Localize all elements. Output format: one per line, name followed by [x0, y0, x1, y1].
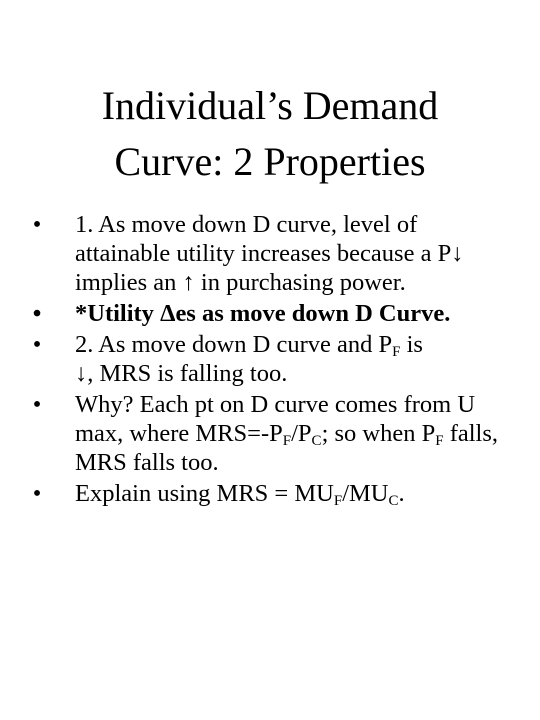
- subscript-f: F: [333, 493, 343, 509]
- title-line-2: Curve: 2 Properties: [114, 139, 426, 184]
- title-line-1: Individual’s Demand: [101, 83, 439, 128]
- bullet-item-2: [27, 299, 517, 328]
- down-arrow-icon: ↓: [451, 240, 464, 267]
- bullet-item-3: [27, 330, 517, 388]
- bullet-5-text-a: Explain using MRS = MU: [75, 480, 334, 507]
- bullet-2-text-a: *Utility: [75, 300, 161, 327]
- bullet-1-text-b: implies an: [75, 269, 183, 296]
- bullet-1-text-a: 1. As move down D curve, level of attainable utility increases because a P: [75, 211, 452, 267]
- bullet-2-text-b: es as move down D Curve.: [175, 300, 451, 327]
- bullet-1-text-c: in purchasing power.: [194, 269, 406, 296]
- bullet-3-text-a: 2. As move down D curve and P: [75, 331, 393, 358]
- delta-symbol: Δ: [160, 300, 176, 327]
- bullet-icon: •: [32, 211, 42, 238]
- bullet-icon: •: [32, 480, 42, 507]
- slide-title: [0, 78, 540, 190]
- bullet-4-text-b: /P: [291, 420, 312, 447]
- bullet-item-1: [27, 210, 517, 297]
- bullet-item-5: [27, 479, 517, 508]
- bullet-4-text-d: falls, MRS falls too.: [75, 420, 499, 476]
- bullet-4-text-a: Why? Each pt on D curve comes from U max, where MRS=-P: [75, 391, 476, 447]
- bullet-5-text-c: .: [398, 480, 405, 507]
- bullet-icon: •: [32, 300, 42, 327]
- bullet-3-text-b: is: [400, 331, 423, 358]
- subscript-c: C: [388, 493, 399, 509]
- bullet-3-text-c: , MRS is falling too.: [87, 360, 288, 387]
- bullet-icon: •: [32, 331, 42, 358]
- bullet-item-4: [27, 390, 517, 477]
- bullet-4-text-c: ; so when P: [321, 420, 436, 447]
- subscript-f: F: [282, 433, 292, 449]
- bullet-list: [27, 210, 517, 510]
- subscript-c: C: [311, 433, 322, 449]
- down-arrow-icon: ↓: [75, 360, 88, 387]
- subscript-f: F: [392, 344, 401, 360]
- bullet-icon: •: [32, 391, 42, 418]
- subscript-f: F: [435, 433, 444, 449]
- up-arrow-icon: ↑: [182, 269, 195, 296]
- bullet-5-text-b: /MU: [342, 480, 389, 507]
